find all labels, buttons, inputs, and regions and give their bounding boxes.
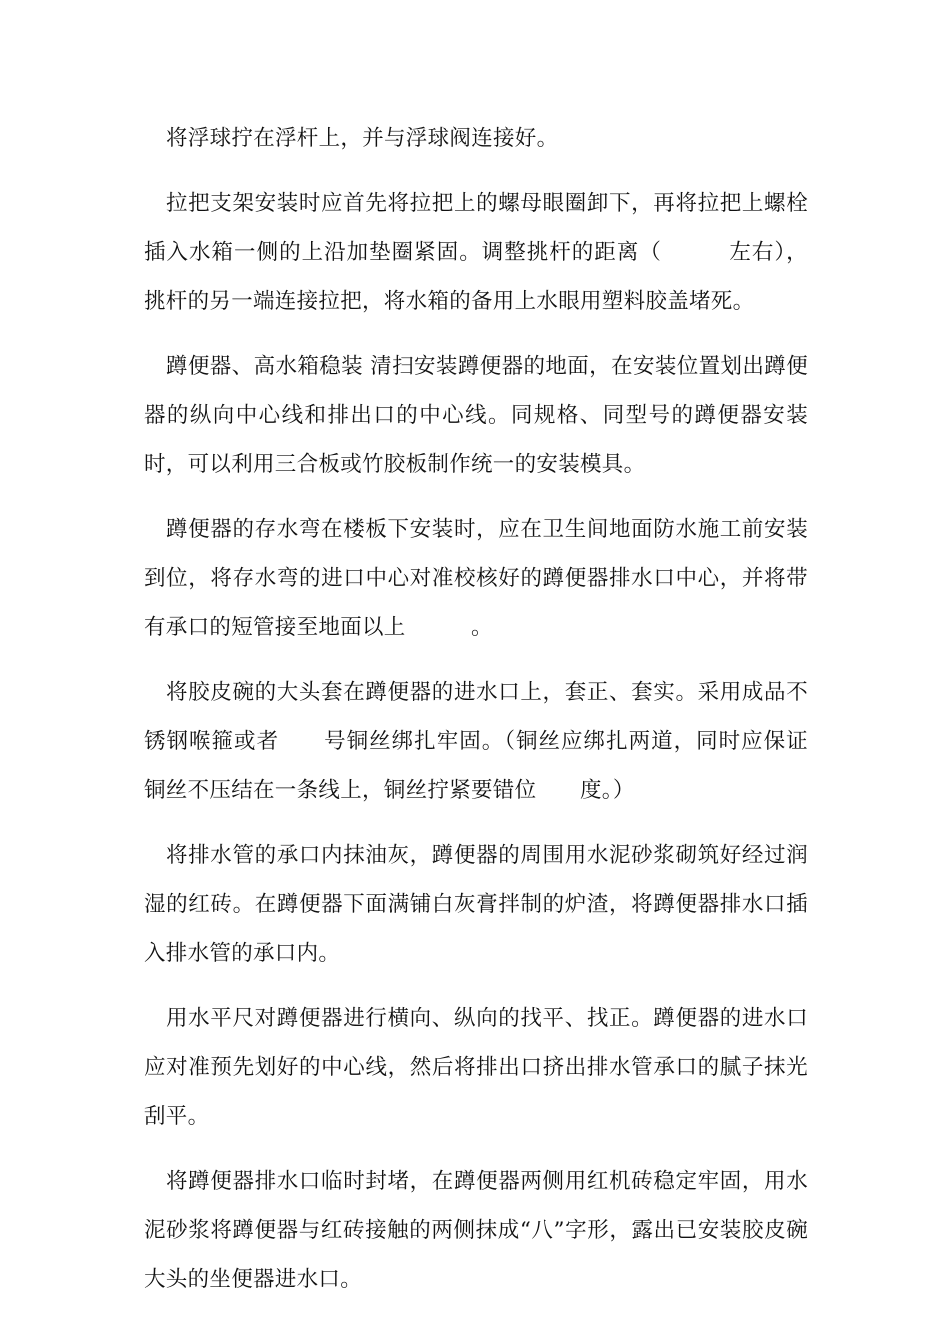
paragraph-leveling: 用水平尺对蹲便器进行横向、纵向的找平、找正。蹲便器的进水口应对准预先划好的中心线，然后将排出口挤出排水管承口的腻子抹光刮平。 [144, 1006, 808, 1129]
paragraph-float-ball: 将浮球拧在浮杆上，并与浮球阀连接好。 [166, 126, 559, 151]
paragraph-trap-installation: 蹲便器的存水弯在楼板下安装时，应在卫生间地面防水施工前安装到位，将存水弯的进口中心对准校核好的蹲便器排水口中心，并将带有承口的短管接至地面以上 。 [144, 517, 808, 640]
paragraph-drain-socket: 将排水管的承口内抹油灰，蹲便器的周围用水泥砂浆砌筑好经过润湿的红砖。在蹲便器下面满铺白灰膏拌制的炉渣，将蹲便器排水口插入排水管的承口内。 [144, 843, 808, 966]
paragraph-pull-handle: 拉把支架安装时应首先将拉把上的螺母眼圈卸下，再将拉把上螺栓插入水箱一侧的上沿加垫圈紧固。调整挑杆的距离（ 左右），挑杆的另一端连接拉把，将水箱的备用上水眼用塑料胶盖堵死。 [144, 191, 808, 314]
paragraph-sealing: 将蹲便器排水口临时封堵，在蹲便器两侧用红机砖稳定牢固，用水泥砂浆将蹲便器与红砖接触的两侧抹成“八”字形，露出已安装胶皮碗大头的坐便器进水口。 [144, 1169, 808, 1292]
paragraph-rubber-bowl: 将胶皮碗的大头套在蹲便器的进水口上，套正、套实。采用成品不锈钢喉箍或者 号铜丝绑扎牢固。（铜丝应绑扎两道，同时应保证铜丝不压结在一条线上，铜丝拧紧要错位 度。） [144, 680, 808, 803]
paragraph-squat-toilet-setup: 蹲便器、高水箱稳装 清扫安装蹲便器的地面，在安装位置划出蹲便器的纵向中心线和排出口的中心线。同规格、同型号的蹲便器安装时，可以利用三合板或竹胶板制作统一的安装模具。 [144, 354, 808, 477]
document-body [144, 114, 808, 1304]
